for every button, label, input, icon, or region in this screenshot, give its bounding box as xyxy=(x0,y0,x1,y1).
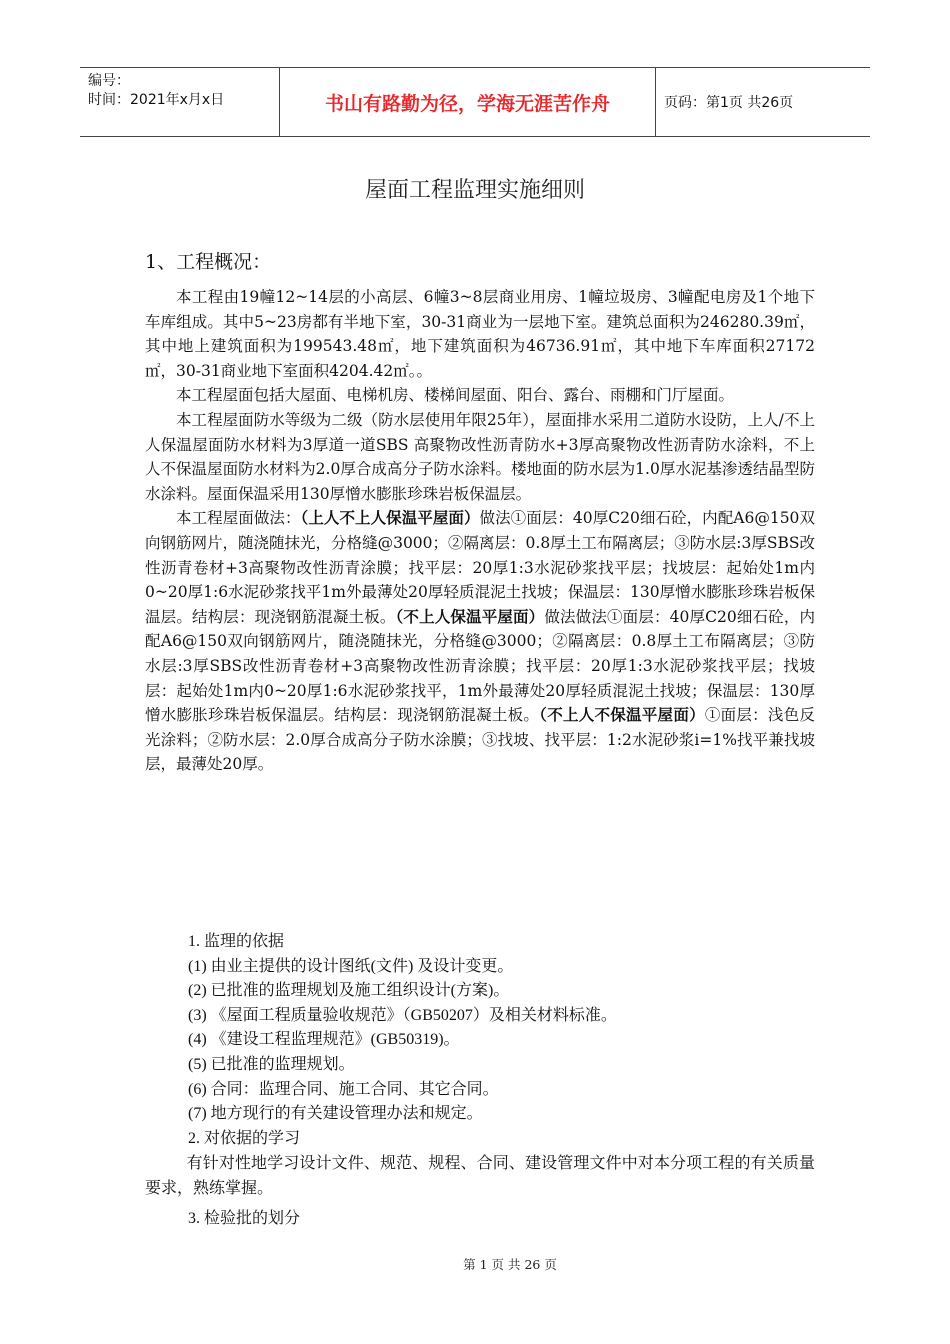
study-paragraph xyxy=(145,1152,815,1201)
header-table xyxy=(80,67,870,137)
list-item: (1) 由业主提供的设计图纸(文件) 及设计变更。 xyxy=(188,957,514,975)
page-footer: 第 1 页 共 26 页 xyxy=(463,1257,557,1272)
header-meta xyxy=(80,68,280,136)
text-run: 做法①面层：40厚C20细石砼，内配A6@150双向钢筋网片，随浇随抹光，分格缝@3000；②隔离层：0.8厚土工布隔离层；③防水层:3厚SBS改性沥青卷材+3高聚物改性沥青涂膜；找平层：20厚1:3水泥砂浆找平层；找坡层：起始处1m内0~20厚1:6水泥砂浆找平1m外最薄处20厚轻质混泥土找坡；保温层：130厚憎水膨胀珍珠岩板保温层。结构层：现浇钢筋混凝土板。 xyxy=(145,509,815,626)
text-run: 本工程屋面做法： xyxy=(176,509,301,528)
paragraph: 有针对性地学习设计文件、规范、规程、合同、建设管理文件中对本分项工程的有关质量要求，熟练掌握。 xyxy=(145,1155,815,1197)
list-item: (5) 已批准的监理规划。 xyxy=(188,1055,355,1073)
paragraph: 本工程屋面包括大屋面、电梯机房、楼梯间屋面、阳台、露台、雨棚和门厅屋面。 xyxy=(176,386,735,405)
bold-run: （上人不上人保温平屋面） xyxy=(300,509,480,528)
list-item: (6) 合同：监理合同、施工合同、其它合同。 xyxy=(188,1080,499,1098)
bold-run: （不上人保温平屋面） xyxy=(395,607,545,626)
list-item: (4) 《建设工程监理规范》(GB50319)。 xyxy=(188,1031,460,1049)
list-item: 3. 检验批的划分 xyxy=(188,1210,301,1227)
date-label: 时间：2021年x月x日 xyxy=(88,92,225,108)
number-label: 编号： xyxy=(88,73,130,89)
list-item: 1. 监理的依据 xyxy=(188,933,285,950)
page-indicator: 页码：第1页 共26页 xyxy=(664,95,794,111)
text-run: 做法做法①面层：40厚C20细石砼，内配A6@150双向钢筋网片，随浇随抹光，分格缝@3000；②隔离层：0.8厚土工布隔离层；③防水层:3厚SBS改性沥青卷材+3高聚物改性沥青涂膜；找平层：20厚1:3水泥砂浆找平层；找坡层：起始处1m内0~20厚1:6水泥砂浆找平，1m外最薄处20厚轻质混泥土找坡；保温层：130厚憎水膨胀珍珠岩板保温层。结构层：现浇钢筋混凝土板。 xyxy=(145,607,815,725)
text-run: ①面层：浅色反光涂料；②防水层：2.0厚合成高分子防水涂膜；③找坡、找平层：1:2水泥砂浆i=1%找平兼找坡层，最薄处20厚。 xyxy=(145,706,815,774)
section-heading: 1、工程概况： xyxy=(145,251,272,273)
paragraph: 本工程屋面防水等级为二级（防水层使用年限25年），屋面排水采用二道防水设防，上人/不上人保温屋面防水材料为3厚道一道SBS 高聚物改性沥青防水+3厚高聚物改性沥青防水涂料，不上人不保温屋面防水材料为2.0厚合成高分子防水涂料。楼地面的防水层为1.0厚水泥基渗透结晶型防水涂料。屋面保温采用130厚憎水膨胀珍珠岩板保温层。 xyxy=(145,410,815,503)
motto: 书山有路勤为径，学海无涯苦作舟 xyxy=(280,68,656,136)
paragraph xyxy=(145,506,815,777)
overview-body xyxy=(145,285,815,777)
document-title: 屋面工程监理实施细则 xyxy=(364,178,585,203)
list-item: (3) 《屋面工程质量验收规范》（GB50207）及相关材料标准。 xyxy=(188,1006,617,1024)
list-item: 2. 对依据的学习 xyxy=(188,1129,301,1147)
list-item: (7) 地方现行的有关建设管理办法和规定。 xyxy=(188,1105,483,1123)
paragraph: 本工程由19幢12~14层的小高层、6幢3~8层商业用房、1幢垃圾房、3幢配电房及1个地下车库组成。其中5~23房都有半地下室，30-31商业为一层地下室。建筑总面积为246280.39㎡，其中地上建筑面积为199543.48㎡，地下建筑面积为46736.91㎡，其中地下车库面积27172㎡，30-31商业地下室面积4204.42㎡。。 xyxy=(145,288,815,380)
bold-run: （不上人不保温平屋面） xyxy=(539,706,705,725)
list-item: (2) 已批准的监理规划及施工组织设计(方案)。 xyxy=(188,982,510,1000)
basis-list xyxy=(188,930,818,1151)
